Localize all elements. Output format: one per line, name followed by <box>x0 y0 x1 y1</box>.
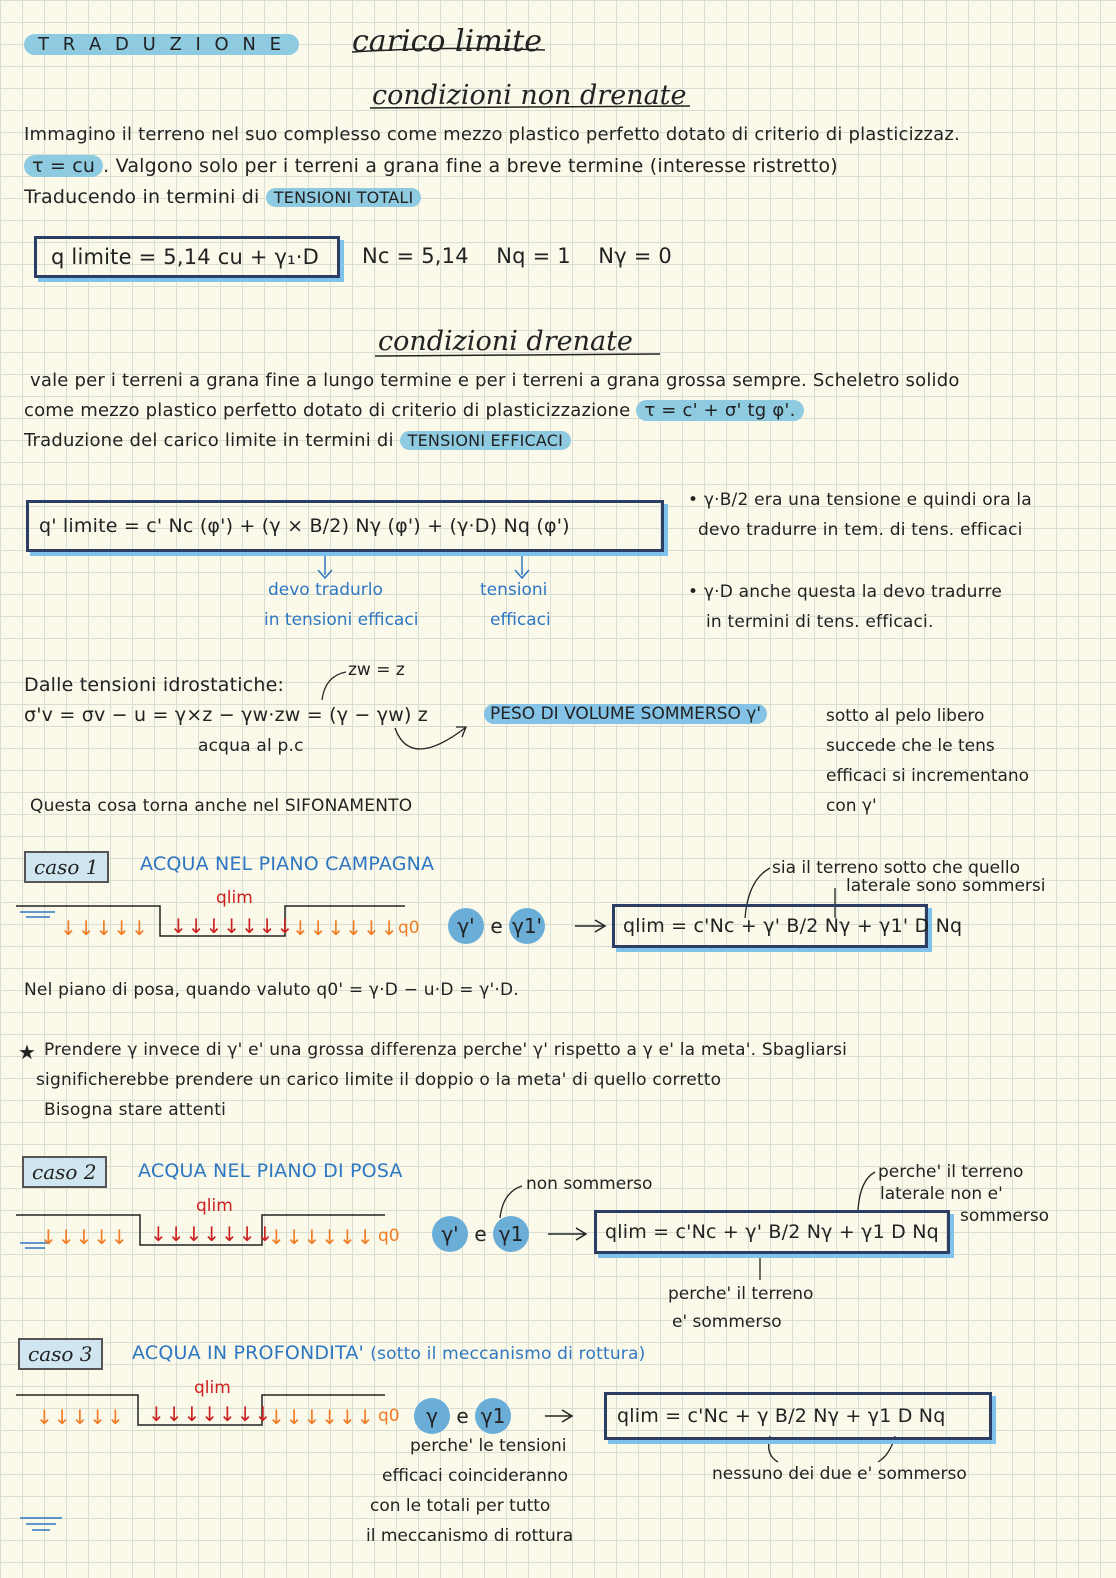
highlight-peso: PESO DI VOLUME SOMMERSO γ' <box>484 704 767 724</box>
formula-sigma: σ'v = σv − u = γ×z − γw·zw = (γ − γw) z <box>24 704 428 726</box>
qlim-label: qlim <box>194 1378 231 1398</box>
load-arrows-center: ↓↓↓↓↓↓↓ <box>170 914 295 938</box>
gamma-pair <box>414 1398 511 1434</box>
note-caso-2: perche' il terreno <box>878 1162 1024 1182</box>
note-caso-1: laterale sono sommersi <box>846 876 1046 896</box>
highlight: τ = c' + σ' tg φ'. <box>636 400 803 421</box>
text-line <box>24 155 838 177</box>
caso-2-title: ACQUA NEL PIANO DI POSA <box>138 1160 403 1182</box>
formula-caso-1: qlim = c'Nc + γ' B/2 Nγ + γ1' D Nq <box>612 904 928 948</box>
gamma-circle: γ1' <box>509 908 545 944</box>
side-note: in termini di tens. efficaci. <box>706 612 934 632</box>
note-devo-tradurlo: devo tradurlo <box>268 580 383 600</box>
note-in-tensioni: in tensioni efficaci <box>264 610 419 630</box>
note-caso-2: e' sommerso <box>672 1312 782 1332</box>
gamma-pair <box>448 908 545 944</box>
side-note: con γ' <box>826 796 877 816</box>
side-note: succede che le tens <box>826 736 995 756</box>
note-tensioni: tensioni <box>480 580 548 600</box>
q0-label: q0 <box>378 1226 400 1246</box>
side-note: sotto al pelo libero <box>826 706 985 726</box>
highlight: TENSIONI TOTALI <box>266 188 422 207</box>
caso-1-title: ACQUA NEL PIANO CAMPAGNA <box>140 853 435 875</box>
text-line: significherebbe prendere un carico limite il doppio o la meta' di quello corretto <box>36 1070 722 1090</box>
highlight: τ = cu <box>24 155 103 177</box>
caso-1-label: caso 1 <box>24 851 109 883</box>
load-arrows-left: ↓↓↓↓↓ <box>36 1405 125 1429</box>
note-caso-3: efficaci coincideranno <box>382 1466 569 1486</box>
text-span: Traduzione del carico limite in termini di <box>24 430 394 451</box>
load-arrows-left: ↓↓↓↓↓ <box>40 1225 129 1249</box>
text-span: ACQUA IN PROFONDITA' <box>132 1342 364 1364</box>
side-note: • γ·B/2 era una tensione e quindi ora la <box>688 490 1032 510</box>
q0-label: q0 <box>378 1406 400 1426</box>
note-caso-2: laterale non e' <box>880 1184 1003 1204</box>
load-arrows-left: ↓↓↓↓↓ <box>60 916 149 940</box>
page-title: carico limite <box>352 24 543 59</box>
text-span: Traducendo in termini di <box>24 186 260 208</box>
load-arrows-right: ↓↓↓↓↓↓ <box>292 916 399 940</box>
heading-drenate: condizioni drenate <box>378 326 633 357</box>
load-arrows-center: ↓↓↓↓↓↓↓ <box>148 1402 273 1426</box>
text-line: Prendere γ invece di γ' e' una grossa differenza perche' γ' rispetto a γ e' la meta'. Sbagliarsi <box>44 1040 848 1060</box>
coefficients: Nc = 5,14 Nq = 1 Nγ = 0 <box>362 244 672 268</box>
formula-caso-3: qlim = c'Nc + γ B/2 Nγ + γ1 D Nq <box>604 1392 992 1440</box>
zw-label: zw = z <box>348 660 405 680</box>
load-arrows-right: ↓↓↓↓↓↓ <box>268 1225 375 1249</box>
note-caso-2: sommerso <box>960 1206 1050 1226</box>
text-span: e <box>456 1404 469 1428</box>
q0-label: q0 <box>398 918 420 938</box>
star-icon: ★ <box>18 1040 36 1064</box>
note-caso-2: perche' il terreno <box>668 1284 814 1304</box>
gamma-circle: γ' <box>448 908 484 944</box>
text-line: Immagino il terreno nel suo complesso come mezzo plastico perfetto dotato di criterio di plasticizzaz. <box>24 124 960 145</box>
formula-non-drenate: q limite = 5,14 cu + γ₁·D <box>34 236 340 278</box>
gamma-circle: γ1 <box>475 1398 511 1434</box>
text-line: Nel piano di posa, quando valuto q0' = γ·D − u·D = γ'·D. <box>24 980 519 1000</box>
gamma-circle: γ1 <box>493 1216 529 1252</box>
note-caso-3: perche' le tensioni <box>410 1436 567 1456</box>
note-caso-3: con le totali per tutto <box>370 1496 551 1516</box>
text-line: acqua al p.c <box>198 736 304 756</box>
text-line: Bisogna stare attenti <box>44 1100 227 1120</box>
text-span: come mezzo plastico perfetto dotato di criterio di plasticizzazione <box>24 400 631 421</box>
section-label: T R A D U Z I O N E <box>24 34 299 55</box>
text-span: e <box>490 914 503 938</box>
formula-drenate: q' limite = c' Nc (φ') + (γ × B/2) Nγ (φ') + (γ·D) Nq (φ') <box>26 500 664 552</box>
heading-non-drenate: condizioni non drenate <box>372 80 687 111</box>
gamma-circle: γ <box>414 1398 450 1434</box>
note-caso-2: non sommerso <box>526 1174 653 1194</box>
text-line <box>24 400 804 421</box>
caso-3-title <box>132 1342 645 1364</box>
side-note: • γ·D anche questa la devo tradurre <box>688 582 1002 602</box>
text-line <box>24 430 571 451</box>
note-efficaci: efficaci <box>490 610 551 630</box>
note-caso-1: sia il terreno sotto che quello <box>772 858 1020 878</box>
qlim-label: qlim <box>196 1196 233 1216</box>
text-line: Questa cosa torna anche nel SIFONAMENTO <box>30 796 413 816</box>
text-span: e <box>474 1222 487 1246</box>
formula-caso-2: qlim = c'Nc + γ' B/2 Nγ + γ1 D Nq <box>594 1210 950 1254</box>
text-span: . Valgono solo per i terreni a grana fine a breve termine (interesse ristretto) <box>103 155 838 177</box>
caso-3-label: caso 3 <box>18 1338 103 1370</box>
load-arrows-center: ↓↓↓↓↓↓↓ <box>150 1222 275 1246</box>
gamma-pair <box>432 1216 529 1252</box>
note-caso-3: il meccanismo di rottura <box>366 1526 574 1546</box>
qlim-label: qlim <box>216 888 253 908</box>
side-note: devo tradurre in tem. di tens. efficaci <box>698 520 1023 540</box>
gamma-circle: γ' <box>432 1216 468 1252</box>
text-line: vale per i terreni a grana fine a lungo termine e per i terreni a grana grossa sempre. Scheletro solido <box>30 370 960 391</box>
side-note: efficaci si incrementano <box>826 766 1030 786</box>
text-span: (sotto il meccanismo di rottura) <box>370 1344 646 1364</box>
load-arrows-right: ↓↓↓↓↓↓ <box>268 1405 375 1429</box>
highlight: TENSIONI EFFICACI <box>400 431 571 450</box>
caso-2-label: caso 2 <box>22 1156 107 1188</box>
note-caso-3: nessuno dei due e' sommerso <box>712 1464 967 1484</box>
text-line <box>24 186 421 208</box>
text-line: Dalle tensioni idrostatiche: <box>24 674 285 696</box>
